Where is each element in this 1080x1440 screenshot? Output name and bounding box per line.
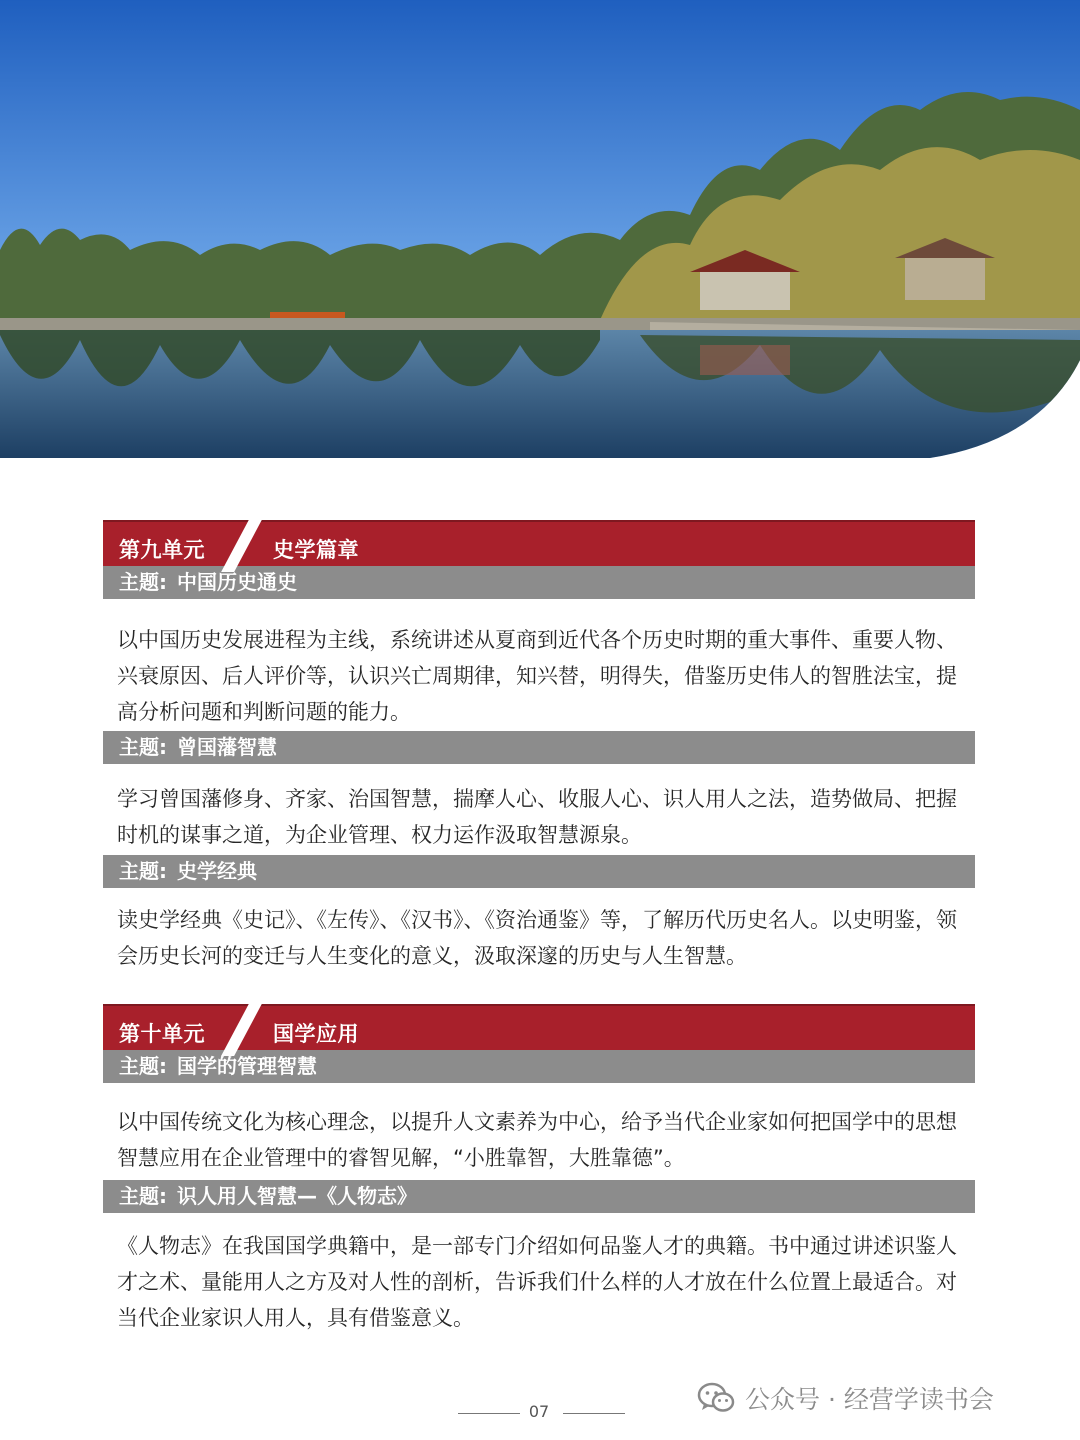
theme-bar — [103, 1180, 975, 1213]
unit-name: 国学应用 — [273, 1022, 359, 1046]
unit-title-bar — [103, 1004, 975, 1050]
theme-label: 主题: — [119, 1054, 167, 1078]
unit-name: 史学篇章 — [273, 538, 359, 562]
watermark — [697, 1378, 994, 1418]
theme-label: 主题: — [119, 859, 167, 883]
unit-10-header — [103, 1004, 975, 1083]
theme-label: 主题: — [119, 1184, 167, 1208]
theme-body: 《人物志》在我国国学典籍中，是一部专门介绍如何品鉴人才的典籍。书中通过讲述识鉴人才之术、量能用人之方及对人性的剖析，告诉我们什么样的人才放在什么位置上最适合。对当代企业家识人用人，具有借鉴意义。 — [117, 1234, 957, 1330]
theme-title: 中国历史通史 — [177, 570, 297, 594]
wechat-icon — [697, 1381, 735, 1415]
theme-label: 主题: — [119, 735, 167, 759]
unit-divider-slash — [221, 1000, 264, 1056]
theme-bar — [103, 855, 975, 888]
theme-body: 以中国历史发展进程为主线，系统讲述从夏商到近代各个历史时期的重大事件、重要人物、兴衰原因、后人评价等，认识兴亡周期律，知兴替，明得失，借鉴历史伟人的智胜法宝，提高分析问题和判断问题的能力。 — [117, 628, 957, 724]
theme-bar — [103, 731, 975, 764]
theme-body: 以中国传统文化为核心理念，以提升人文素养为中心，给予当代企业家如何把国学中的思想智慧应用在企业管理中的睿智见解，“小胜靠智，大胜靠德”。 — [117, 1110, 957, 1170]
unit-title-bar — [103, 520, 975, 566]
hero-photo — [0, 0, 1080, 458]
theme-title: 国学的管理智慧 — [177, 1054, 317, 1078]
theme-title: 曾国藩智慧 — [177, 735, 277, 759]
theme-title: 史学经典 — [177, 859, 257, 883]
theme-label: 主题: — [119, 570, 167, 594]
unit-number: 第十单元 — [119, 1022, 205, 1046]
theme-body: 读史学经典《史记》、《左传》、《汉书》、《资治通鉴》等，了解历代历史名人。以史明鉴，领会历史长河的变迁与人生变化的意义，汲取深邃的历史与人生智慧。 — [117, 908, 957, 968]
unit-number: 第九单元 — [119, 538, 205, 562]
page-number: 07 — [528, 1402, 550, 1421]
unit-9-header — [103, 520, 975, 599]
footer-rule-left — [458, 1413, 520, 1414]
footer-rule-right — [563, 1413, 625, 1414]
watermark-text: 公众号 · 经营学读书会 — [745, 1385, 994, 1414]
theme-title: 识人用人智慧—《人物志》 — [177, 1184, 417, 1208]
unit-divider-slash — [221, 516, 264, 572]
theme-body: 学习曾国藩修身、齐家、治国智慧，揣摩人心、收服人心、识人用人之法，造势做局、把握时机的谋事之道，为企业管理、权力运作汲取智慧源泉。 — [117, 787, 957, 847]
